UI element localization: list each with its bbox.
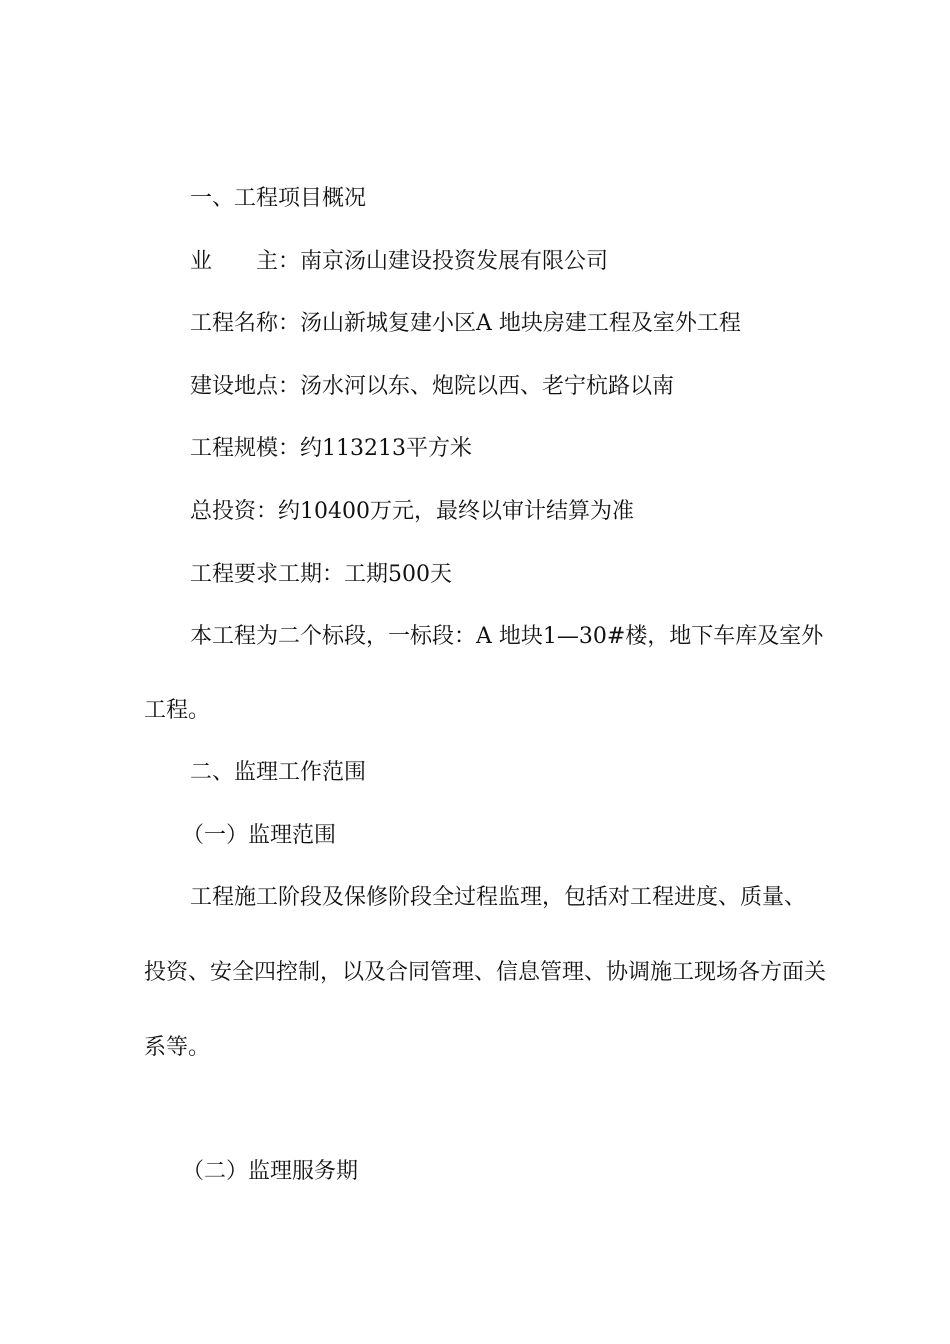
sub2-heading: （二）监理服务期: [182, 1159, 359, 1184]
section2-heading: 二、监理工作范围: [190, 760, 367, 785]
scope-para-line-1: 工程施工阶段及保修阶段全过程监理，包括对工程进度、质量、: [190, 885, 807, 910]
sections-line-1: 本工程为二个标段，一标段：A 地块1—30#楼，地下车库及室外: [190, 624, 824, 649]
project-name-line: 工程名称：汤山新城复建小区A 地块房建工程及室外工程: [190, 311, 741, 336]
section1-heading: 一、工程项目概况: [190, 186, 367, 211]
investment-line: 总投资：约10400万元，最终以审计结算为准: [190, 499, 634, 524]
location-line: 建设地点：汤水河以东、炮院以西、老宁杭路以南: [190, 374, 675, 399]
scope-para-line-3: 系等。: [144, 1035, 211, 1060]
sections-line-2: 工程。: [144, 698, 211, 723]
duration-line: 工程要求工期：工期500天: [190, 562, 452, 587]
sub1-heading: （一）监理范围: [182, 823, 337, 848]
scale-line: 工程规模：约113213平方米: [190, 436, 472, 461]
scope-para-line-2: 投资、安全四控制，以及合同管理、信息管理、协调施工现场各方面关: [144, 960, 827, 985]
owner-label-part2: 主：: [256, 249, 301, 274]
owner-line: [190, 248, 608, 276]
owner-value: 南京汤山建设投资发展有限公司: [300, 249, 609, 274]
owner-label-part1: 业: [190, 249, 213, 274]
